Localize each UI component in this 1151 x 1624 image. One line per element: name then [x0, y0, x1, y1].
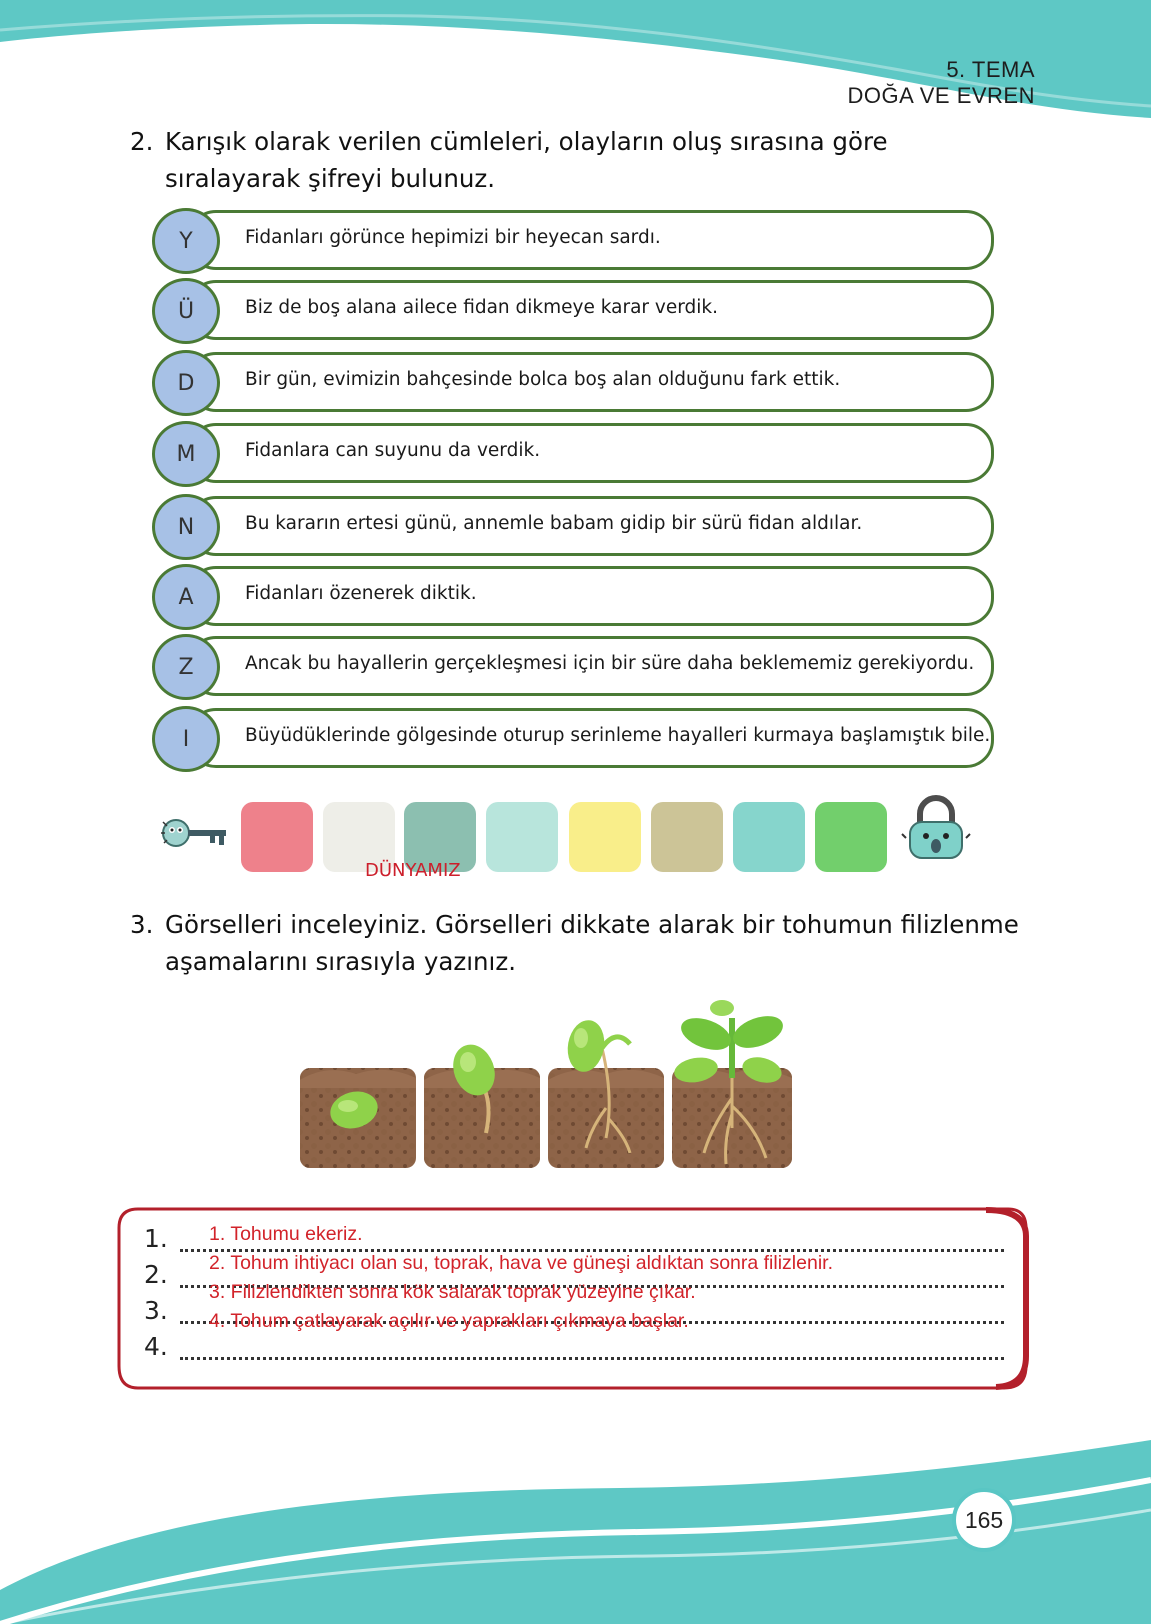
letter-circle: Z [152, 634, 220, 700]
answer-line-number: 3. [144, 1296, 168, 1325]
answer-line-number: 4. [144, 1332, 168, 1361]
cipher-box [651, 802, 723, 872]
letter-circle: Y [152, 208, 220, 274]
sentence-row [152, 706, 994, 768]
question-3-text: Görselleri inceleyiniz. Görselleri dikkate alarak bir tohumun filizlenme aşamalarını sırasıyla yazınız. [165, 910, 1019, 976]
seed-germination-illustration [296, 988, 800, 1178]
letter-circle: M [152, 421, 220, 487]
sentence-row [152, 494, 994, 556]
sentence-text: Büyüdüklerinde gölgesinde oturup serinleme hayalleri kurmaya başlamıştık bile. [245, 725, 991, 746]
dotted-line [180, 1357, 1004, 1360]
answer-text: 4. Tohum çatlayarak açılır ve yaprakları çıkmaya başlar. [209, 1310, 689, 1332]
answer-text: 3. Filizlendikten sonra kök salarak toprak yüzeyine çıkar. [209, 1281, 696, 1303]
cipher-answer: DÜNYAMIZ [365, 860, 461, 881]
question-2-number: 2. [130, 127, 154, 156]
letter-circle: N [152, 494, 220, 560]
answer-line [144, 1334, 1004, 1364]
answer-text: 1. Tohumu ekeriz. [209, 1223, 363, 1245]
letter-circle: A [152, 564, 220, 630]
sentence-text: Bir gün, evimizin bahçesinde bolca boş alan olduğunu fark ettik. [245, 369, 841, 390]
answer-line-number: 1. [144, 1224, 168, 1253]
sentence-text: Fidanları görünce hepimizi bir heyecan sardı. [245, 227, 661, 248]
sentence-row [152, 634, 994, 696]
key-icon [158, 812, 230, 854]
cipher-box [486, 802, 558, 872]
sentence-row [152, 208, 994, 270]
letter-circle: D [152, 350, 220, 416]
sentence-text: Biz de boş alana ailece fidan dikmeye karar verdik. [245, 297, 718, 318]
letter-circle: Ü [152, 278, 220, 344]
theme-number: 5. TEMA [946, 57, 1035, 82]
page-number: 165 [952, 1488, 1016, 1552]
sentence-row [152, 421, 994, 483]
cipher-box [733, 802, 805, 872]
cipher-box [569, 802, 641, 872]
sentence-row [152, 564, 994, 626]
question-3 [130, 906, 1020, 980]
sentence-text: Fidanlara can suyunu da verdik. [245, 440, 541, 461]
question-2 [130, 123, 1020, 197]
sentence-row [152, 350, 994, 412]
padlock-icon [900, 794, 972, 864]
theme-title: DOĞA VE EVREN [847, 83, 1035, 108]
cipher-box [241, 802, 313, 872]
cipher-box [815, 802, 887, 872]
sentence-row [152, 278, 994, 340]
question-3-number: 3. [130, 910, 154, 939]
letter-circle: I [152, 706, 220, 772]
sentence-text: Ancak bu hayallerin gerçekleşmesi için bir süre daha beklememiz gerekiyordu. [245, 653, 975, 674]
sentence-text: Fidanları özenerek diktik. [245, 583, 477, 604]
answer-text: 2. Tohum ihtiyacı olan su, toprak, hava ve güneşi aldıktan sonra filizlenir. [209, 1252, 833, 1274]
question-2-text: Karışık olarak verilen cümleleri, olayların oluş sırasına göre sıralayarak şifreyi bulunuz. [165, 127, 888, 193]
sentence-text: Bu kararın ertesi günü, annemle babam gidip bir sürü fidan aldılar. [245, 513, 863, 534]
answer-line-number: 2. [144, 1260, 168, 1289]
